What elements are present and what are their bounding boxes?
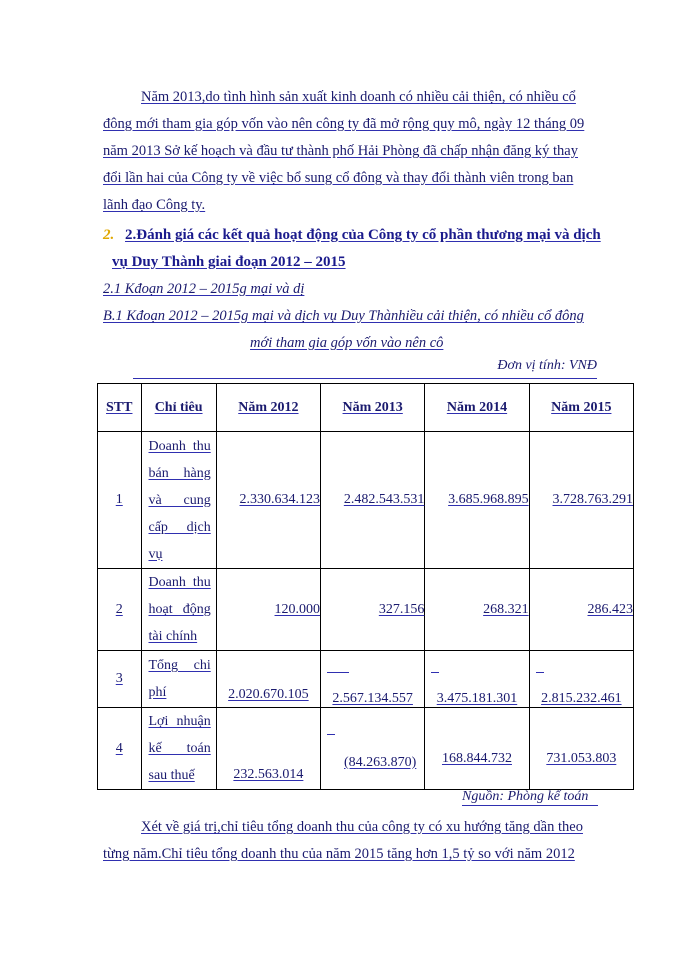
cell-2015: 286.423 bbox=[529, 569, 633, 651]
row-stt: 1 bbox=[98, 432, 142, 569]
row-label: Lợi nhuận kế toán sau thuế bbox=[141, 708, 216, 790]
row-label: Doanh thu hoạt động tài chính bbox=[141, 569, 216, 651]
dash-mark bbox=[431, 672, 439, 673]
closing-line-1 bbox=[103, 814, 600, 841]
intro-line-text: năm 2013 Sở kế hoạch và đầu tư thành phố Hải Phòng đã chấp nhận đăng ký thay bbox=[103, 143, 578, 159]
cell-2015: 3.728.763.291 bbox=[529, 432, 633, 569]
row-stt: 3 bbox=[98, 651, 142, 708]
cell-2015: 731.053.803 bbox=[529, 708, 633, 790]
row-stt: 2 bbox=[98, 569, 142, 651]
header-2012: Năm 2012 bbox=[216, 384, 320, 432]
table-row bbox=[98, 432, 634, 569]
cell-2014: 168.844.732 bbox=[425, 708, 529, 790]
intro-line-2 bbox=[103, 111, 600, 138]
cell-2012: 232.563.014 bbox=[216, 708, 320, 790]
intro-paragraph bbox=[103, 84, 600, 219]
table-row bbox=[98, 651, 634, 708]
intro-line-text: đông mới tham gia góp vốn vào nên công ty đã mở rộng quy mô, ngày 12 tháng 09 bbox=[103, 116, 585, 132]
table-row bbox=[98, 708, 634, 790]
header-indicator: Chỉ tiêu bbox=[141, 384, 216, 432]
cell-2013: 2.567.134.557 bbox=[321, 651, 425, 708]
unit-label-row bbox=[133, 358, 597, 379]
cell-2012: 2.330.634.123 bbox=[216, 432, 320, 569]
table-header-row bbox=[98, 384, 634, 432]
row-label: Doanh thu bán hàng và cung cấp dịch vụ bbox=[141, 432, 216, 569]
section-heading bbox=[103, 222, 613, 276]
cell-2012: 120.000 bbox=[216, 569, 320, 651]
header-stt: STT bbox=[98, 384, 142, 432]
unit-label: Đơn vị tính: VNĐ bbox=[497, 358, 597, 373]
cell-2012: 2.020.670.105 bbox=[216, 651, 320, 708]
intro-line-5 bbox=[103, 192, 600, 219]
header-2013: Năm 2013 bbox=[321, 384, 425, 432]
dash-mark bbox=[327, 672, 349, 673]
cell-2014: 3.685.968.895 bbox=[425, 432, 529, 569]
section-number: 2. bbox=[103, 227, 115, 243]
row-label: Tổng chi phí bbox=[141, 651, 216, 708]
cell-2013: (84.263.870) bbox=[321, 708, 425, 790]
cell-2013: 2.482.543.531 bbox=[321, 432, 425, 569]
header-2014: Năm 2014 bbox=[425, 384, 529, 432]
intro-line-1 bbox=[103, 84, 600, 111]
header-2015: Năm 2015 bbox=[529, 384, 633, 432]
section-title-line1: 2.Đánh giá các kết quả hoạt động của Công ty cổ phần thương mại và dịch bbox=[125, 227, 601, 243]
intro-line-3 bbox=[103, 138, 600, 165]
intro-line-text: đổi lần hai của Công ty về việc bổ sung cổ đông và thay đổi thành viên trong ban bbox=[103, 170, 574, 186]
dash-mark bbox=[536, 672, 544, 673]
cell-2014: 268.321 bbox=[425, 569, 529, 651]
closing-line-2 bbox=[103, 841, 600, 868]
cell-2015: 2.815.232.461 bbox=[529, 651, 633, 708]
section-title-line2: vụ Duy Thành giai đoạn 2012 – 2015 bbox=[112, 254, 346, 270]
intro-line-4 bbox=[103, 165, 600, 192]
subheading: 2.1 Kđoạn 2012 – 2015g mại và dị bbox=[103, 281, 305, 297]
row-stt: 4 bbox=[98, 708, 142, 790]
intro-line-text: Năm 2013,do tình hình sản xuất kinh doanh có nhiều cải thiện, có nhiều cổ bbox=[141, 89, 576, 105]
table-caption-line1: B.1 Kđoạn 2012 – 2015g mại và dịch vụ Duy Thànhiều cải thiện, có nhiều cổ đông bbox=[103, 308, 584, 324]
revenue-table bbox=[97, 383, 634, 790]
cell-2014: 3.475.181.301 bbox=[425, 651, 529, 708]
table-caption-line2: mới tham gia góp vốn vào nên cô bbox=[250, 335, 444, 351]
intro-line-text: lãnh đạo Công ty. bbox=[103, 197, 206, 213]
table-row bbox=[98, 569, 634, 651]
cell-2013: 327.156 bbox=[321, 569, 425, 651]
closing-paragraph bbox=[103, 814, 600, 868]
dash-mark bbox=[327, 734, 335, 735]
table-source: Nguồn: Phòng kế toán bbox=[462, 789, 598, 806]
closing-line-text: từng năm.Chỉ tiêu tổng doanh thu của năm 2015 tăng hơn 1,5 tỷ so với năm 2012 bbox=[103, 846, 575, 862]
closing-line-text: Xét về giá trị,chỉ tiêu tổng doanh thu của công ty có xu hướng tăng dần theo bbox=[141, 819, 583, 835]
